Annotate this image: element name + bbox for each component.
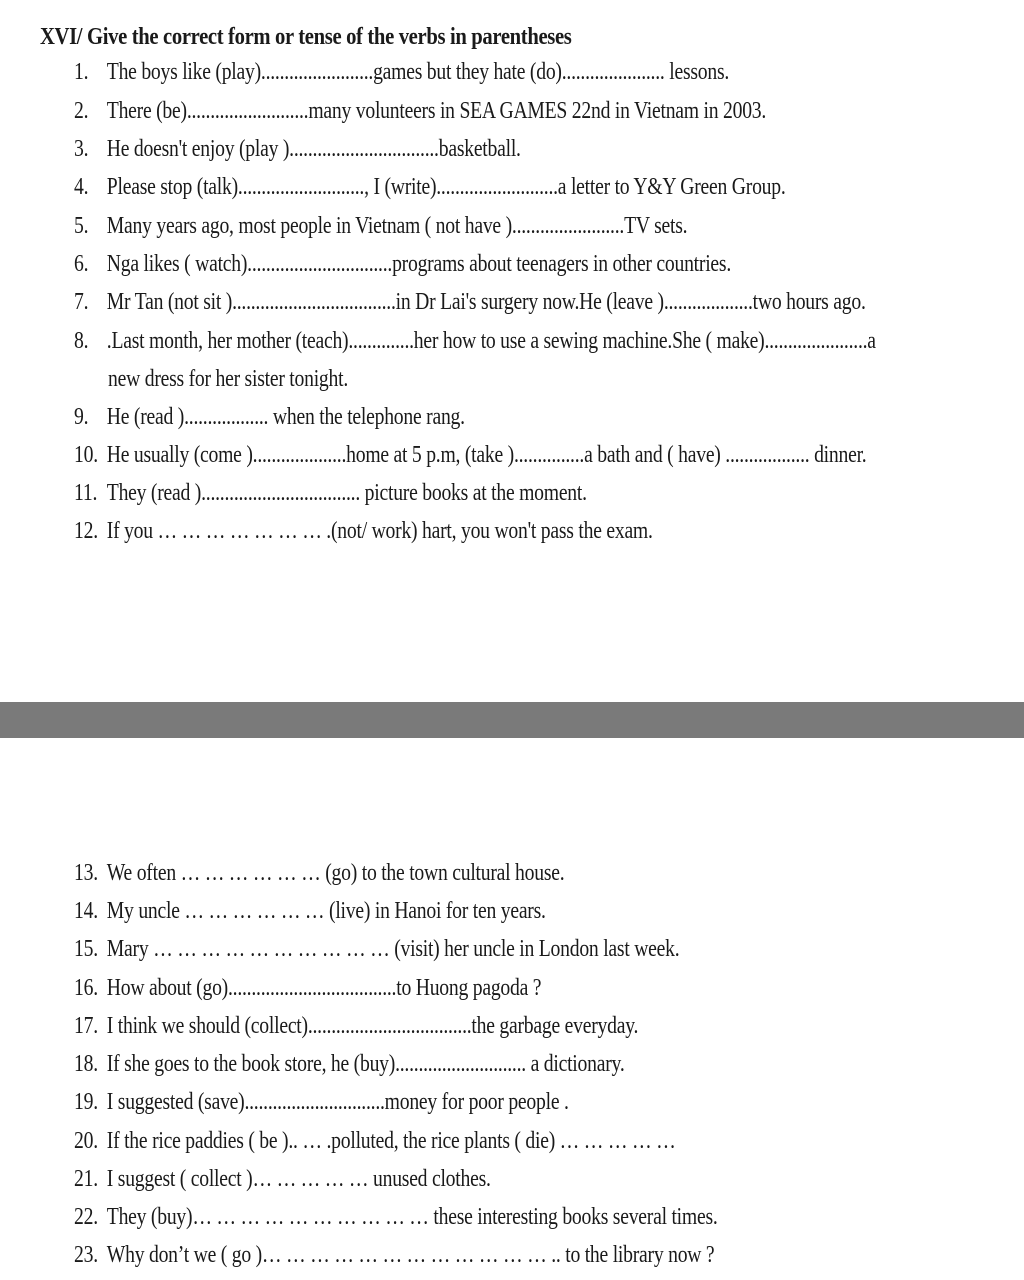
item-number: 8.	[74, 328, 89, 354]
exercise-item-20	[74, 1128, 676, 1155]
item-text: We often … … … … … … (go) to the town cultural house.	[106, 860, 565, 886]
item-text: I suggest ( collect )… … … … … unused clothes.	[106, 1166, 491, 1192]
item-text: Mr Tan (not sit )...................................in Dr Lai's surgery now.He (leave )...................two hours ago.	[106, 289, 866, 315]
item-text: Mary … … … … … … … … … … (visit) her uncle in London last week.	[106, 936, 680, 962]
exercise-item-13	[74, 860, 564, 887]
item-text: I think we should (collect)...................................the garbage everyday.	[106, 1013, 639, 1039]
item-number: 23.	[74, 1242, 98, 1268]
item-text: He (read ).................. when the telephone rang.	[106, 404, 465, 430]
item-number: 9.	[74, 404, 89, 430]
exercise-item-8	[74, 328, 876, 355]
item-text: They (read ).................................. picture books at the moment.	[106, 480, 587, 506]
exercise-item-11	[74, 480, 587, 507]
item-text: Why don’t we ( go )… … … … … … … … … … … … .. to the library now ?	[106, 1242, 715, 1268]
item-number: 4.	[74, 174, 89, 200]
exercise-item-8-continuation: new dress for her sister tonight.	[108, 366, 349, 392]
item-number: 3.	[74, 136, 89, 162]
item-number: 13.	[74, 860, 98, 886]
item-text: I suggested (save)..............................money for poor people .	[106, 1089, 569, 1115]
exercise-item-22	[74, 1204, 718, 1231]
exercise-item-18	[74, 1051, 625, 1078]
item-text: How about (go)....................................to Huong pagoda ?	[106, 975, 542, 1001]
item-number: 17.	[74, 1013, 98, 1039]
item-text: Nga likes ( watch)...............................programs about teenagers in other countries.	[106, 251, 732, 277]
worksheet-bottom-section	[0, 738, 1024, 1280]
exercise-item-6	[74, 251, 731, 278]
exercise-item-3	[74, 136, 521, 163]
item-number: 2.	[74, 98, 89, 124]
exercise-item-16	[74, 975, 541, 1002]
exercise-item-1	[74, 59, 729, 86]
exercise-item-4	[74, 174, 786, 201]
item-text: If she goes to the book store, he (buy)............................ a dictionary.	[106, 1051, 625, 1077]
item-number: 1.	[74, 59, 89, 85]
exercise-item-12	[74, 518, 653, 545]
exercise-heading: XVI/ Give the correct form or tense of the verbs in parentheses	[40, 24, 572, 50]
item-text: .Last month, her mother (teach)..............her how to use a sewing machine.She ( make)......................a	[106, 328, 876, 354]
item-number: 22.	[74, 1204, 98, 1230]
item-number: 19.	[74, 1089, 98, 1115]
item-text: My uncle … … … … … … (live) in Hanoi for ten years.	[106, 898, 546, 924]
item-number: 6.	[74, 251, 89, 277]
exercise-item-2	[74, 98, 766, 125]
item-number: 14.	[74, 898, 98, 924]
item-number: 15.	[74, 936, 98, 962]
item-number: 18.	[74, 1051, 98, 1077]
item-text: Many years ago, most people in Vietnam ( not have )........................TV sets.	[106, 213, 688, 239]
exercise-item-21	[74, 1166, 491, 1193]
item-number: 5.	[74, 213, 89, 239]
item-text: He usually (come )....................home at 5 p.m, (take )...............a bath and ( have) .................. dinner.	[106, 442, 867, 468]
exercise-item-10	[74, 442, 866, 469]
exercise-item-15	[74, 936, 679, 963]
item-number: 7.	[74, 289, 89, 315]
exercise-item-17	[74, 1013, 638, 1040]
exercise-item-23	[74, 1242, 714, 1269]
exercise-item-19	[74, 1089, 569, 1116]
item-number: 12.	[74, 518, 98, 544]
item-number: 10.	[74, 442, 98, 468]
item-number: 20.	[74, 1128, 98, 1154]
item-number: 11.	[74, 480, 98, 506]
item-text: The boys like (play)........................games but they hate (do)...................... lessons.	[106, 59, 730, 85]
page-break-divider	[0, 702, 1024, 738]
exercise-item-14	[74, 898, 546, 925]
item-text: If you … … … … … … … .(not/ work) hart, you won't pass the exam.	[106, 518, 653, 544]
item-text: If the rice paddies ( be ).. … .polluted, the rice plants ( die) … … … … …	[106, 1128, 676, 1154]
exercise-item-7	[74, 289, 866, 316]
item-text: Please stop (talk)..........................., I (write)..........................a letter to Y&Y Green Group.	[106, 174, 786, 200]
exercise-item-5	[74, 213, 687, 240]
item-text: They (buy)… … … … … … … … … … these interesting books several times.	[106, 1204, 718, 1230]
item-text: He doesn't enjoy (play )................................basketball.	[106, 136, 521, 162]
item-number: 21.	[74, 1166, 98, 1192]
exercise-item-9	[74, 404, 465, 431]
item-text: There (be)..........................many volunteers in SEA GAMES 22nd in Vietnam in 2003.	[106, 98, 767, 124]
item-number: 16.	[74, 975, 98, 1001]
